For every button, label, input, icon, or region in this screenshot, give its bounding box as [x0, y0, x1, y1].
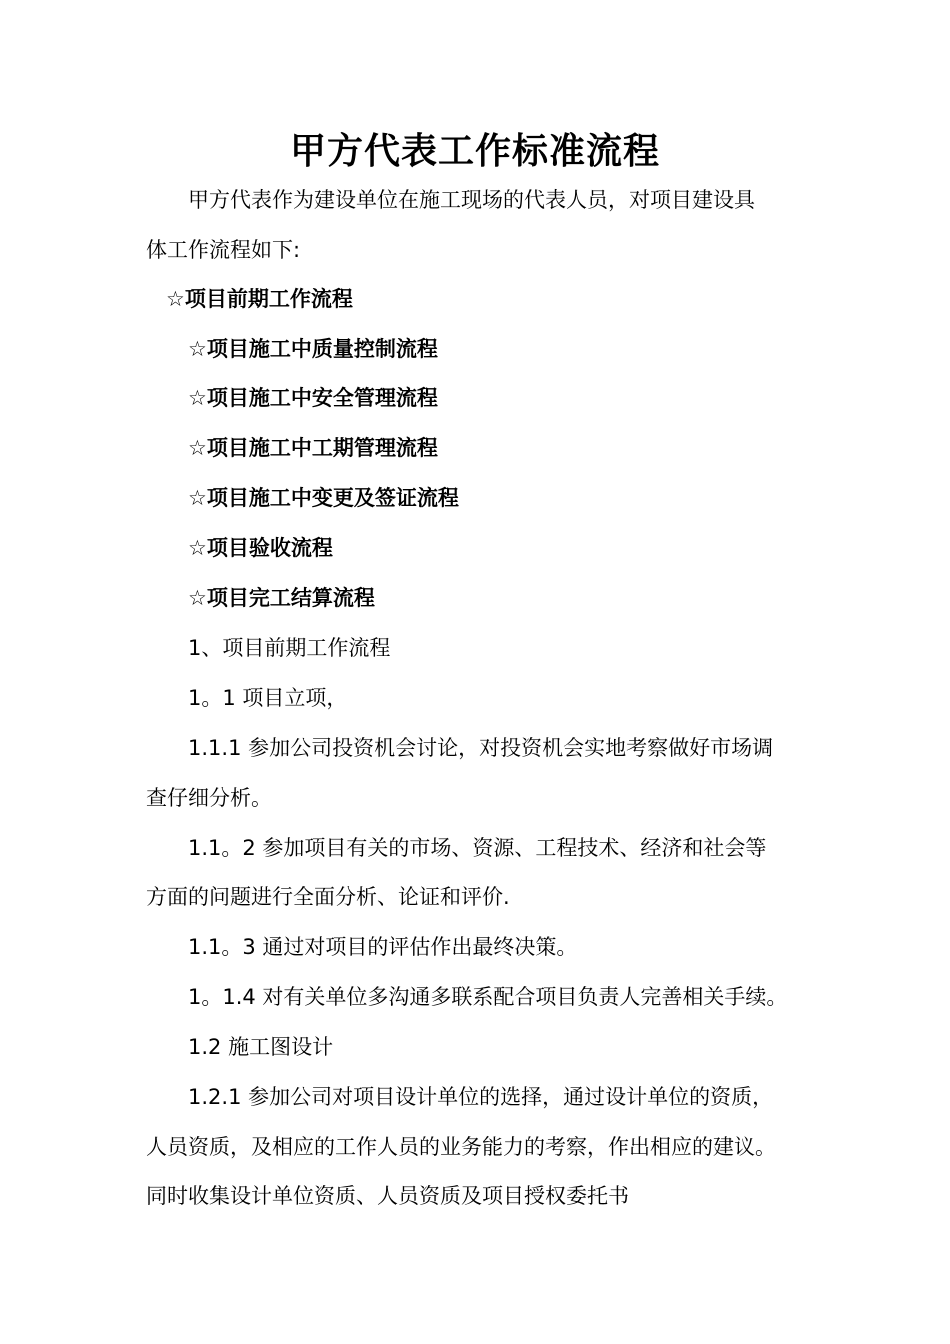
paragraph-1-1-2-line-1: 1.1。2 参加项目有关的市场、资源、工程技术、经济和社会等: [188, 836, 767, 860]
paragraph-1-1-1-line-1: 1.1.1 参加公司投资机会讨论，对投资机会实地考察做好市场调: [188, 736, 774, 760]
toc-item-change-visa: [188, 482, 459, 514]
subsection-heading-1-2: 1.2 施工图设计: [188, 1035, 334, 1059]
toc-item-settlement: [188, 582, 375, 614]
subsection-heading-1-1: 1。1 项目立项，: [188, 686, 348, 710]
document-title: 甲方代表工作标准流程: [289, 131, 660, 172]
star-icon: ☆: [188, 486, 207, 510]
toc-item-label: 项目施工中变更及签证流程: [206, 486, 459, 510]
section-heading-1: 1、项目前期工作流程: [188, 636, 391, 660]
toc-item-label: 项目施工中安全管理流程: [206, 386, 438, 410]
paragraph-1-1-1-line-2: 查仔细分析。: [146, 786, 272, 810]
toc-item-label: 项目前期工作流程: [184, 287, 353, 311]
star-icon: ☆: [188, 386, 207, 410]
paragraph-1-1-3: 1.1。3 通过对项目的评估作出最终决策。: [188, 935, 578, 959]
star-icon: ☆: [188, 436, 207, 460]
star-icon: ☆: [166, 287, 185, 311]
intro-line-2: 体工作流程如下:: [146, 238, 301, 262]
toc-item-label: 项目施工中质量控制流程: [206, 337, 438, 361]
paragraph-1-1-4: 1。1.4 对有关单位多沟通多联系配合项目负责人完善相关手续。: [188, 985, 788, 1009]
paragraph-1-2-1-line-3: 同时收集设计单位资质、人员资质及项目授权委托书: [146, 1184, 629, 1208]
intro-line-1: 甲方代表作为建设单位在施工现场的代表人员，对项目建设具: [188, 188, 755, 212]
star-icon: ☆: [188, 536, 207, 560]
toc-item-pre-project: [166, 283, 353, 315]
toc-item-safety-management: [188, 382, 438, 414]
toc-item-schedule-management: [188, 432, 438, 464]
toc-item-quality-control: [188, 333, 438, 365]
toc-item-label: 项目验收流程: [206, 536, 333, 560]
toc-item-label: 项目完工结算流程: [206, 586, 375, 610]
paragraph-1-2-1-line-2: 人员资质，及相应的工作人员的业务能力的考察，作出相应的建议。: [146, 1135, 776, 1159]
paragraph-1-1-2-line-2: 方面的问题进行全面分析、论证和评价.: [146, 885, 510, 909]
star-icon: ☆: [188, 586, 207, 610]
toc-item-label: 项目施工中工期管理流程: [206, 436, 438, 460]
paragraph-1-2-1-line-1: 1.2.1 参加公司对项目设计单位的选择，通过设计单位的资质，: [188, 1085, 774, 1109]
star-icon: ☆: [188, 337, 207, 361]
toc-item-acceptance: [188, 532, 333, 564]
